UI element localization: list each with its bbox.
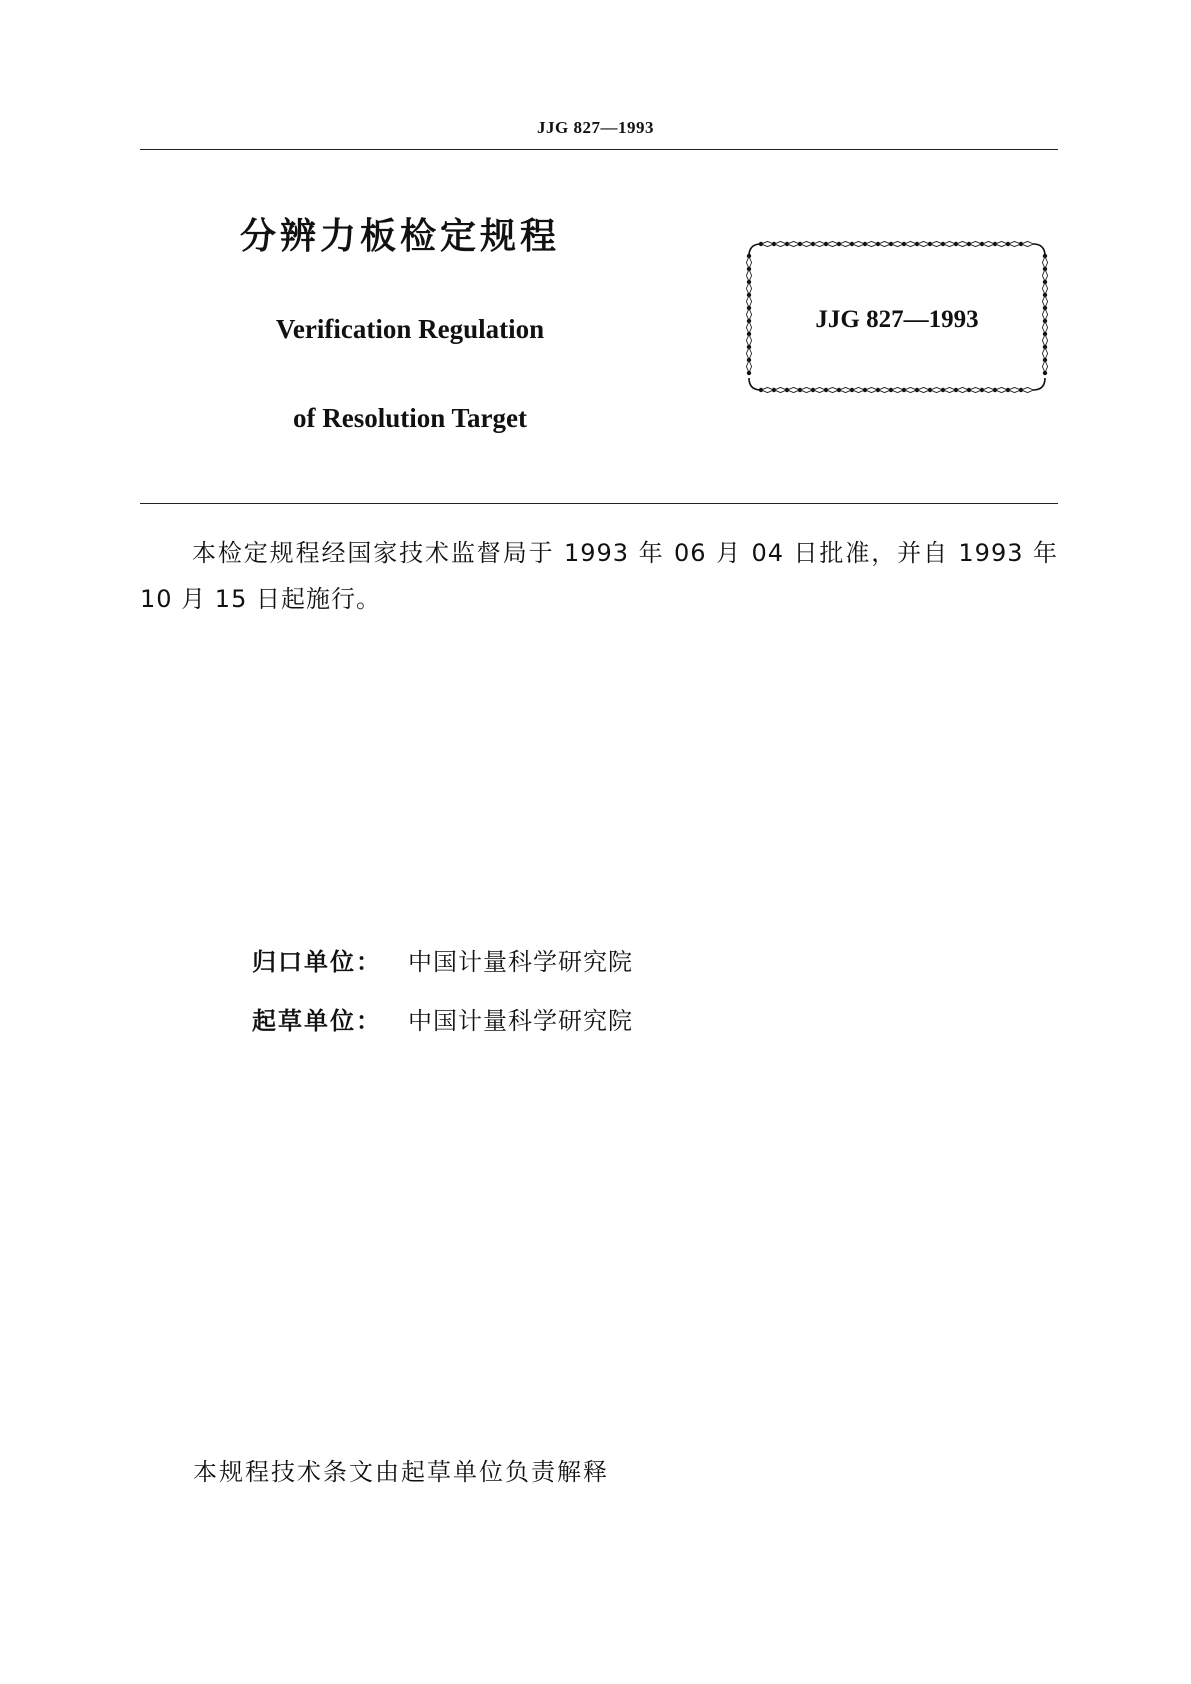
border-diamond (827, 387, 839, 392)
border-corner (1033, 244, 1045, 256)
responsible-unit-label: 归口单位： (252, 948, 382, 976)
border-diamond (775, 241, 787, 246)
border-diamond (746, 283, 751, 295)
border-diamond (746, 335, 751, 347)
border-diamond (788, 387, 800, 392)
drafting-unit-row (252, 1001, 633, 1036)
border-diamond (746, 348, 751, 360)
border-diamond (970, 241, 982, 246)
border-diamond (905, 241, 917, 246)
border-diamond (996, 241, 1008, 246)
border-diamond (788, 241, 800, 246)
responsible-unit-row (252, 942, 633, 977)
border-diamond (944, 387, 956, 392)
border-diamond (983, 387, 995, 392)
border-diamond (931, 241, 943, 246)
border-diamond (866, 241, 878, 246)
border-diamond (944, 241, 956, 246)
border-diamond (892, 387, 904, 392)
border-diamond (762, 387, 774, 392)
border-diamond (1009, 387, 1021, 392)
border-diamond (762, 241, 774, 246)
border-diamond (853, 241, 865, 246)
border-dot (747, 371, 751, 375)
title-english-line2: of Resolution Target (292, 403, 527, 433)
border-diamond (892, 241, 904, 246)
border-dot (1043, 371, 1047, 375)
border-diamond (905, 387, 917, 392)
border-diamond (814, 387, 826, 392)
border-diamond (801, 241, 813, 246)
drafting-unit-label: 起草单位： (252, 1007, 382, 1035)
border-diamond (957, 387, 969, 392)
border-diamond (866, 387, 878, 392)
border-diamond (918, 241, 930, 246)
border-diamond (1009, 241, 1021, 246)
title-chinese: 分辨力板检定规程 (240, 216, 561, 257)
border-diamond (853, 387, 865, 392)
border-diamond (746, 361, 751, 373)
border-diamond (996, 387, 1008, 392)
approval-paragraph: 本检定规程经国家技术监督局于 1993 年 06 月 04 日批准，并自 1993 年 10 月 15 日起施行。 (140, 539, 1058, 613)
border-diamond (918, 387, 930, 392)
border-diamond (827, 241, 839, 246)
border-diamond (814, 241, 826, 246)
border-diamond (1022, 241, 1034, 246)
footer-note: 本规程技术条文由起草单位负责解释 (193, 1458, 609, 1486)
section-rule (140, 503, 1058, 504)
border-diamond (879, 387, 891, 392)
border-corner (1033, 378, 1045, 390)
border-diamond (840, 387, 852, 392)
border-corner (749, 244, 761, 256)
border-diamond (1042, 361, 1047, 373)
border-diamond (970, 387, 982, 392)
border-diamond (1042, 257, 1047, 269)
header-rule (140, 149, 1058, 150)
border-diamond (746, 257, 751, 269)
running-header: JJG 827—1993 (537, 118, 654, 137)
border-diamond (801, 387, 813, 392)
responsible-unit-value: 中国计量科学研究院 (408, 948, 633, 976)
border-diamond (1042, 270, 1047, 282)
border-diamond (1042, 335, 1047, 347)
standard-code: JJG 827—1993 (815, 306, 979, 333)
border-diamond (879, 241, 891, 246)
border-diamond (1042, 283, 1047, 295)
border-diamond (1042, 348, 1047, 360)
border-diamond (931, 387, 943, 392)
standard-code-box (743, 238, 1051, 396)
border-diamond (775, 387, 787, 392)
border-diamond (1022, 387, 1034, 392)
border-diamond (983, 241, 995, 246)
border-corner (749, 378, 761, 390)
title-english-line1: Verification Regulation (275, 314, 545, 344)
border-diamond (957, 241, 969, 246)
border-diamond (840, 241, 852, 246)
drafting-unit-value: 中国计量科学研究院 (408, 1007, 633, 1035)
border-diamond (746, 270, 751, 282)
